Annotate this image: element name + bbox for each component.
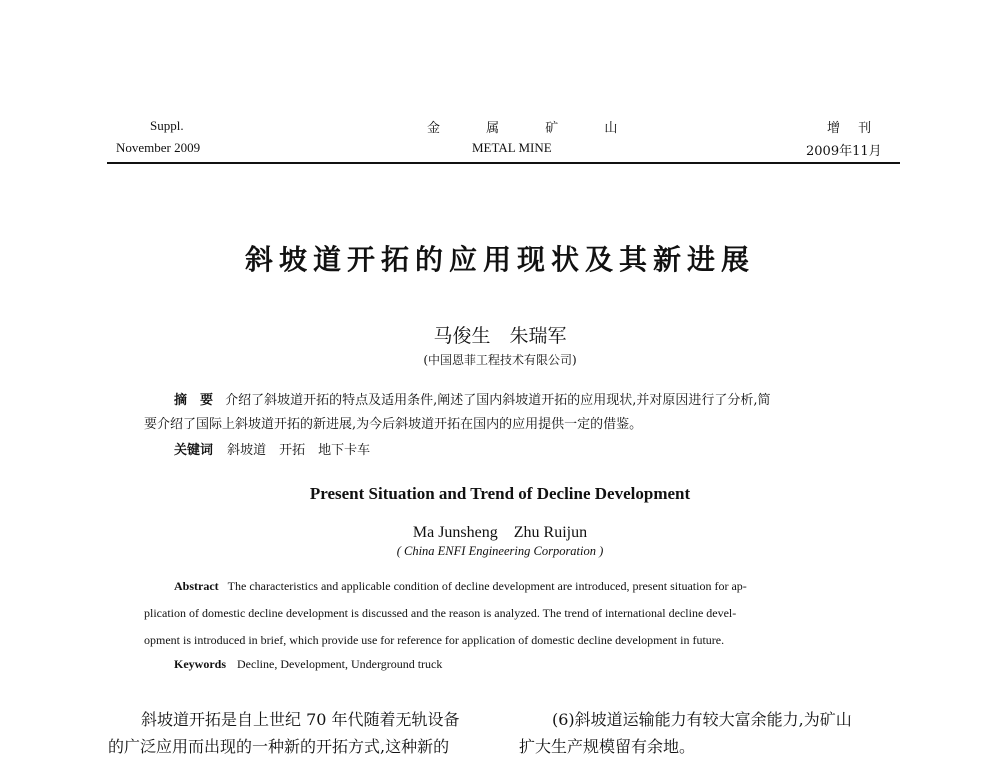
- header-rule: [107, 162, 900, 164]
- header-date-cn: 2009年11月: [806, 144, 882, 159]
- journal-name-en: METAL MINE: [472, 140, 552, 155]
- abstract-en-line2: plication of domestic decline development is discussed and the reason is analyzed. The trend of international decline devel-: [144, 606, 737, 620]
- abstract-en-line1: [174, 573, 747, 600]
- header-supplement-cn: 增 刊: [827, 121, 874, 136]
- keywords-cn-value: 斜坡道 开拓 地下卡车: [227, 443, 371, 458]
- header-suppl: Suppl.: [150, 118, 184, 133]
- journal-name-cn: 金 属 矿 山: [427, 121, 620, 136]
- body-left-line2: 的广泛应用而出现的一种新的开拓方式,这种新的: [108, 737, 450, 756]
- authors-cn: 马俊生 朱瑞军: [433, 325, 567, 347]
- affiliation-en: ( China ENFI Engineering Corporation ): [396, 544, 604, 558]
- paper-title-en: Present Situation and Trend of Decline Development: [309, 484, 691, 503]
- keywords-en-value: Decline, Development, Underground truck: [237, 657, 443, 671]
- keywords-en: [174, 651, 442, 678]
- body-right-line1: (6)斜坡道运输能力有较大富余能力,为矿山: [552, 710, 852, 729]
- abstract-cn-line1: [174, 390, 771, 412]
- paper-title-cn: 斜坡道开拓的应用现状及其新进展: [244, 243, 755, 276]
- keywords-en-label: Keywords: [174, 657, 226, 671]
- abstract-cn-text1: 介绍了斜坡道开拓的特点及适用条件,阐述了国内斜坡道开拓的应用现状,并对原因进行了分析,简: [225, 393, 771, 408]
- body-right-line2: 扩大生产规模留有余地。: [519, 737, 696, 756]
- abstract-cn-line2: 要介绍了国际上斜坡道开拓的新进展,为今后斜坡道开拓在国内的应用提供一定的借鉴。: [144, 417, 643, 432]
- authors-en: Ma Junsheng Zhu Ruijun: [412, 524, 588, 541]
- abstract-en-line3: opment is introduced in brief, which provide use for reference for application of domestic decline development in future.: [144, 633, 725, 647]
- abstract-cn-label: 摘 要: [174, 393, 214, 408]
- abstract-en-text1: The characteristics and applicable condition of decline development are introduced, present situation for ap-: [227, 579, 747, 593]
- abstract-en-label: Abstract: [174, 579, 219, 593]
- body-left-line1: 斜坡道开拓是自上世纪 70 年代随着无轨设备: [141, 710, 460, 729]
- header-date-en: November 2009: [116, 140, 201, 155]
- keywords-cn-label: 关键词: [174, 443, 214, 458]
- keywords-cn: [174, 440, 370, 462]
- affiliation-cn: (中国恩菲工程技术有限公司): [423, 353, 577, 367]
